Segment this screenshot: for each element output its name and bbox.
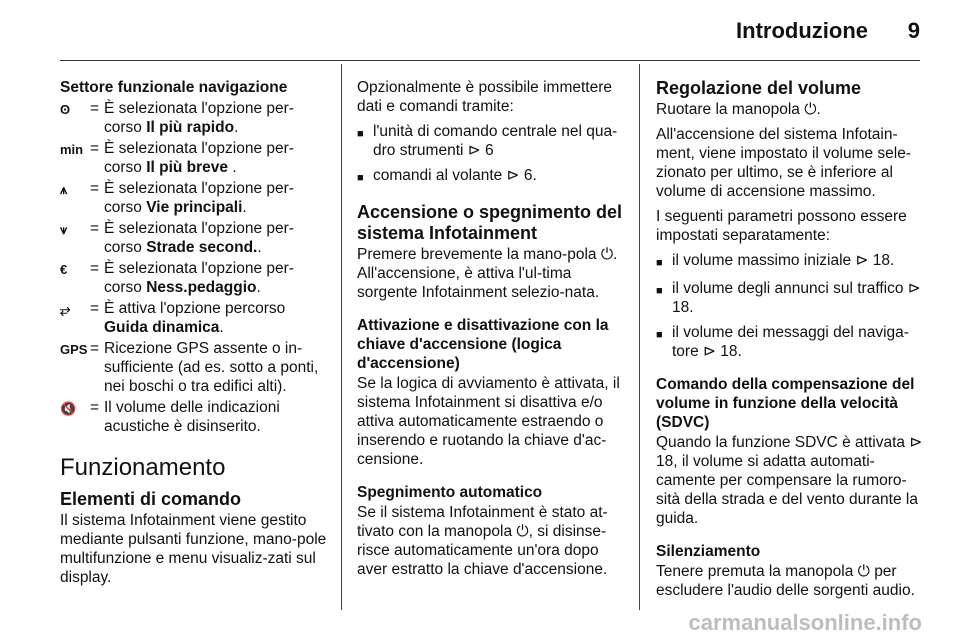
shortest-route-icon: min bbox=[60, 142, 84, 157]
column-divider-2 bbox=[639, 64, 640, 610]
heading-accensione: Accensione o spegnimento del sistema Infotainment bbox=[357, 202, 623, 243]
equals-sign: = bbox=[90, 220, 100, 237]
indicator-description: È selezionata l'opzione per-corso Ness.pedaggio. bbox=[104, 260, 294, 296]
equals-sign: = bbox=[90, 399, 100, 416]
section-title-navigation: Settore funzionale navigazione bbox=[60, 79, 288, 96]
equals-sign: = bbox=[90, 260, 100, 277]
paragraph-params-intro: I seguenti parametri possono essere impostati separatamente: bbox=[656, 208, 907, 244]
list-item bbox=[656, 251, 924, 273]
paragraph-power: Premere brevemente la mano-pola ⏻. All'accensione, è attiva l'ul-tima sorgente Infotainment selezio-nata. bbox=[357, 246, 618, 301]
bullet-square-icon: ■ bbox=[656, 285, 663, 297]
paragraph-turn-knob: Ruotare la manopola ⏻. bbox=[656, 101, 821, 118]
bullet-text: l'unità di comando centrale nel qua-dro strumenti ⊳ 6 bbox=[373, 123, 618, 159]
paragraph-sdvc: Quando la funzione SDVC è attivata ⊳ 18, il volume si adatta automati-camente per compensare la rumoro-sità della strada e del vento durante la guida. bbox=[656, 434, 923, 527]
equals-sign: = bbox=[90, 100, 100, 117]
paragraph-ignition-logic: Se la logica di avviamento è attivata, il sistema Infotainment si disattiva e/o attiva automaticamente estraendo o inserendo e ruotando la chiave d'ac-censione. bbox=[357, 375, 620, 468]
navigation-icon-list bbox=[60, 99, 328, 436]
indicator-description: È selezionata l'opzione per-corso Il più rapido. bbox=[104, 100, 294, 136]
fastest-route-icon: ʘ bbox=[60, 102, 71, 117]
paragraph-auto-off: Se il sistema Infotainment è stato at-tivato con la manopola ⏻, si disinse-risce automaticamente un'ora dopo aver estratto la chiave d'accensione. bbox=[357, 504, 608, 578]
no-gps-icon: GPS bbox=[60, 342, 88, 357]
header-divider bbox=[60, 60, 920, 61]
indicator-description: È attiva l'opzione percorso Guida dinamica. bbox=[104, 300, 286, 336]
heading-elementi-di-comando: Elementi di comando bbox=[60, 489, 242, 509]
heading-regolazione-volume: Regolazione del volume bbox=[656, 78, 862, 98]
equals-sign: = bbox=[90, 340, 100, 357]
indicator-description: È selezionata l'opzione per-corso Strade second.. bbox=[104, 220, 294, 256]
column-1 bbox=[60, 78, 328, 593]
nav-indicator-row bbox=[60, 179, 328, 217]
equals-sign: = bbox=[90, 180, 100, 197]
heading-sdvc: Comando della compensazione del volume in funzione della velocità (SDVC) bbox=[656, 376, 915, 431]
nav-indicator-row bbox=[60, 398, 328, 436]
watermark-text: carmanualsonline.info bbox=[688, 610, 922, 635]
heading-logica-accensione: Attivazione e disattivazione con la chiave d'accensione (logica d'accensione) bbox=[357, 317, 609, 372]
nav-indicator-row bbox=[60, 339, 328, 396]
dynamic-guidance-icon: ⥂ bbox=[60, 302, 71, 317]
list-item bbox=[656, 323, 924, 361]
list-item bbox=[656, 279, 924, 317]
bullet-square-icon: ■ bbox=[357, 172, 364, 184]
bullet-square-icon: ■ bbox=[656, 329, 663, 341]
no-toll-icon: € bbox=[60, 262, 68, 277]
secondary-roads-icon: ⩛ bbox=[60, 222, 68, 237]
bullet-square-icon: ■ bbox=[357, 128, 364, 140]
nav-indicator-row bbox=[60, 259, 328, 297]
nav-indicator-row bbox=[60, 219, 328, 257]
indicator-description: È selezionata l'opzione per-corso Vie principali. bbox=[104, 180, 294, 216]
column-2 bbox=[357, 78, 625, 585]
column-divider-1 bbox=[341, 64, 342, 610]
paragraph-volume-on: All'accensione del sistema Infotain-ment, viene impostato il volume sele-zionato per ultimo, se è inferiore al volume di accensione massimo. bbox=[656, 126, 912, 200]
equals-sign: = bbox=[90, 140, 100, 157]
column-3 bbox=[656, 78, 924, 606]
bullet-square-icon: ■ bbox=[656, 257, 663, 269]
nav-indicator-row bbox=[60, 139, 328, 177]
heading-spegnimento-automatico: Spegnimento automatico bbox=[357, 484, 543, 501]
nav-indicator-row bbox=[60, 99, 328, 137]
heading-funzionamento: Funzionamento bbox=[60, 454, 226, 481]
list-item bbox=[357, 122, 625, 160]
nav-indicator-row bbox=[60, 299, 328, 337]
mute-icon: 🔇 bbox=[60, 401, 77, 416]
page-header-title: Introduzione bbox=[736, 18, 868, 43]
indicator-description: Il volume delle indicazioni acustiche è disinserito. bbox=[104, 399, 280, 435]
equals-sign: = bbox=[90, 300, 100, 317]
main-roads-icon: ⩚ bbox=[60, 182, 68, 197]
heading-silenziamento: Silenziamento bbox=[656, 543, 761, 560]
paragraph-mute: Tenere premuta la manopola ⏻ per escludere l'audio delle sorgenti audio. bbox=[656, 563, 915, 599]
bullet-text: il volume degli annunci sul traffico ⊳ 18. bbox=[672, 280, 921, 316]
paragraph-controls: Il sistema Infotainment viene gestito mediante pulsanti funzione, mano-pole multifunzione e menu visualiz-zati sul display. bbox=[60, 512, 327, 586]
indicator-description: È selezionata l'opzione per-corso Il più breve . bbox=[104, 140, 294, 176]
bullet-text: il volume massimo iniziale ⊳ 18. bbox=[672, 252, 895, 269]
bullet-text: il volume dei messaggi del naviga-tore ⊳ 18. bbox=[672, 324, 909, 360]
list-item bbox=[357, 166, 625, 188]
paragraph-input-intro: Opzionalmente è possibile immettere dati e comandi tramite: bbox=[357, 79, 613, 115]
page-number: 9 bbox=[907, 18, 920, 43]
bullet-text: comandi al volante ⊳ 6. bbox=[373, 167, 537, 184]
indicator-description: Ricezione GPS assente o in-sufficiente (ad es. sotto a ponti, nei boschi o tra edifici alti). bbox=[104, 340, 319, 395]
